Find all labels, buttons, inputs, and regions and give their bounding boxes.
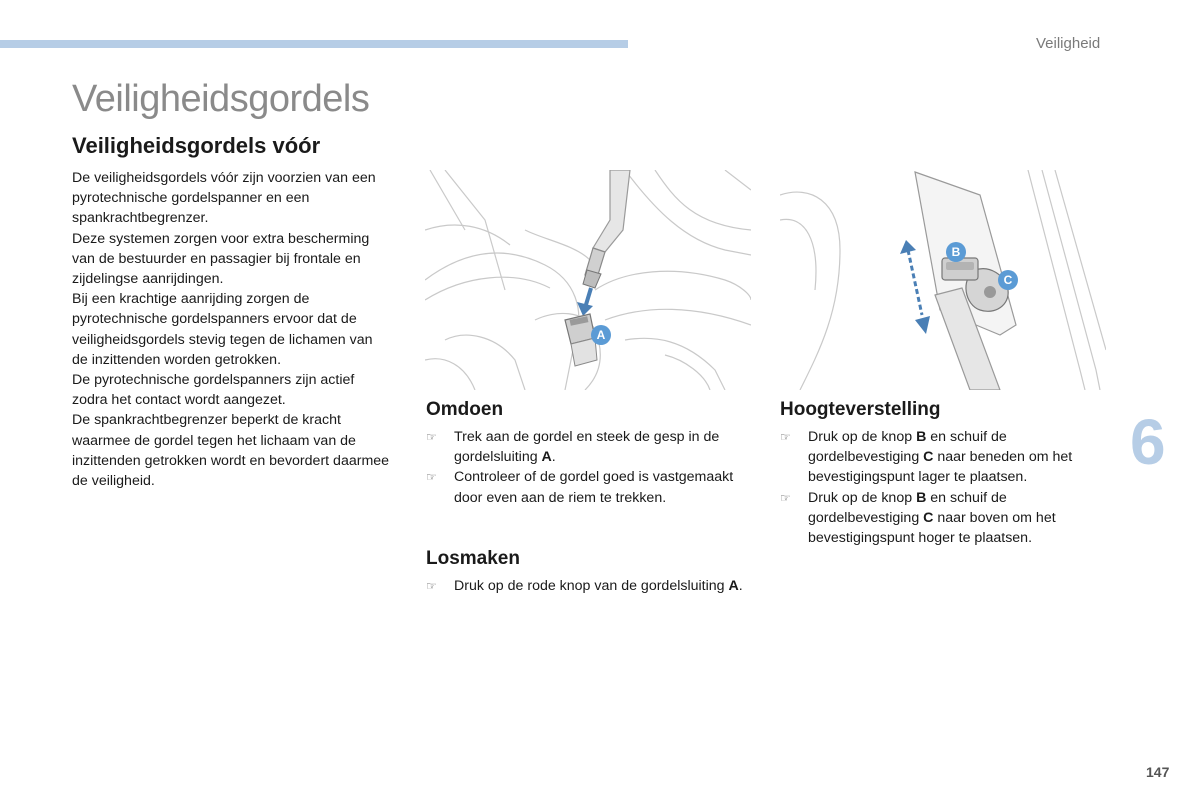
pointing-hand-icon: ☞ [426, 430, 437, 444]
seatbelt-buckle-illustration [425, 170, 751, 390]
page-title: Veiligheidsgordels [72, 78, 370, 120]
list-item [426, 467, 756, 507]
losmaken-list [426, 576, 756, 596]
intro-paragraph: Deze systemen zorgen voor extra bescherming van de bestuurder en passagier bij frontale en zijdelingse aanrijdingen. [72, 230, 370, 288]
item-text: Druk op de knop [808, 429, 917, 445]
list-item [426, 427, 756, 467]
intro-text [72, 168, 390, 491]
item-text: en schuif de gordelbevestiging [808, 429, 1007, 466]
intro-paragraph: De veiligheidsgordels vóór zijn voorzien van een pyrotechnische gordelspanner en een spankrachtbegrenzer. [72, 170, 376, 227]
height-adjust-drawing [780, 170, 1106, 390]
item-bold: B [916, 489, 927, 506]
heading-omdoen: Omdoen [426, 399, 504, 420]
intro-paragraph: Bij een krachtige aanrijding zorgen de pyrotechnische gordelspanners ervoor dat de veiligheidsgordels stevig tegen de lichamen van de inzittenden worden getrokken. [72, 291, 373, 368]
pointing-hand-icon: ☞ [780, 490, 791, 505]
buckle-drawing [425, 170, 751, 390]
item-text: en schuif de gordelbevestiging [808, 489, 1007, 526]
section-subtitle: Veiligheidsgordels vóór [72, 133, 321, 158]
hoogteverstelling-list [780, 427, 1110, 548]
item-bold: C [923, 509, 934, 526]
label-a-badge: A [591, 325, 611, 345]
item-text: Controleer of de gordel goed is vastgemaakt door even aan de riem te trekken. [454, 469, 734, 506]
intro-paragraph: De pyrotechnische gordelspanners zijn actief zodra het contact wordt aangezet. [72, 372, 355, 409]
item-bold: A [541, 449, 552, 466]
item-bold: A [728, 578, 739, 594]
item-bold: B [916, 429, 927, 445]
pointing-hand-icon: ☞ [426, 470, 437, 485]
intro-paragraph: De spankrachtbegrenzer beperkt de kracht waarmee de gordel tegen het lichaam van de inzittenden getrokken wordt en bevordert daarmee de veiligheid. [72, 412, 390, 490]
label-b-badge: B [946, 242, 966, 262]
seatbelt-height-adjust-illustration [780, 170, 1106, 390]
item-text: Druk op de knop [808, 489, 917, 506]
pointing-hand-icon: ☞ [426, 579, 437, 593]
list-item [780, 488, 1110, 549]
page-number: 147 [1146, 764, 1170, 780]
header-accent-bar [0, 40, 628, 48]
omdoen-list [426, 427, 756, 508]
heading-hoogteverstelling: Hoogteverstelling [780, 399, 941, 420]
item-bold: C [923, 449, 934, 466]
item-text: naar beneden om het bevestigingspunt lager te plaatsen. [808, 449, 1073, 486]
heading-losmaken: Losmaken [426, 548, 520, 569]
item-text: naar boven om het bevestigingspunt hoger te plaatsen. [808, 509, 1056, 547]
item-text: Trek aan de gordel en steek de gesp in de gordelsluiting [454, 429, 720, 466]
label-c-badge: C [998, 270, 1018, 290]
list-item [426, 576, 756, 596]
section-tag: Veiligheid [1036, 35, 1101, 52]
item-text: Druk op de rode knop van de gordelsluiting [454, 578, 729, 594]
item-text: . [738, 578, 743, 594]
pointing-hand-icon: ☞ [780, 430, 791, 444]
chapter-number: 6 [1130, 406, 1166, 478]
item-text: . [551, 449, 556, 466]
list-item [780, 427, 1110, 488]
